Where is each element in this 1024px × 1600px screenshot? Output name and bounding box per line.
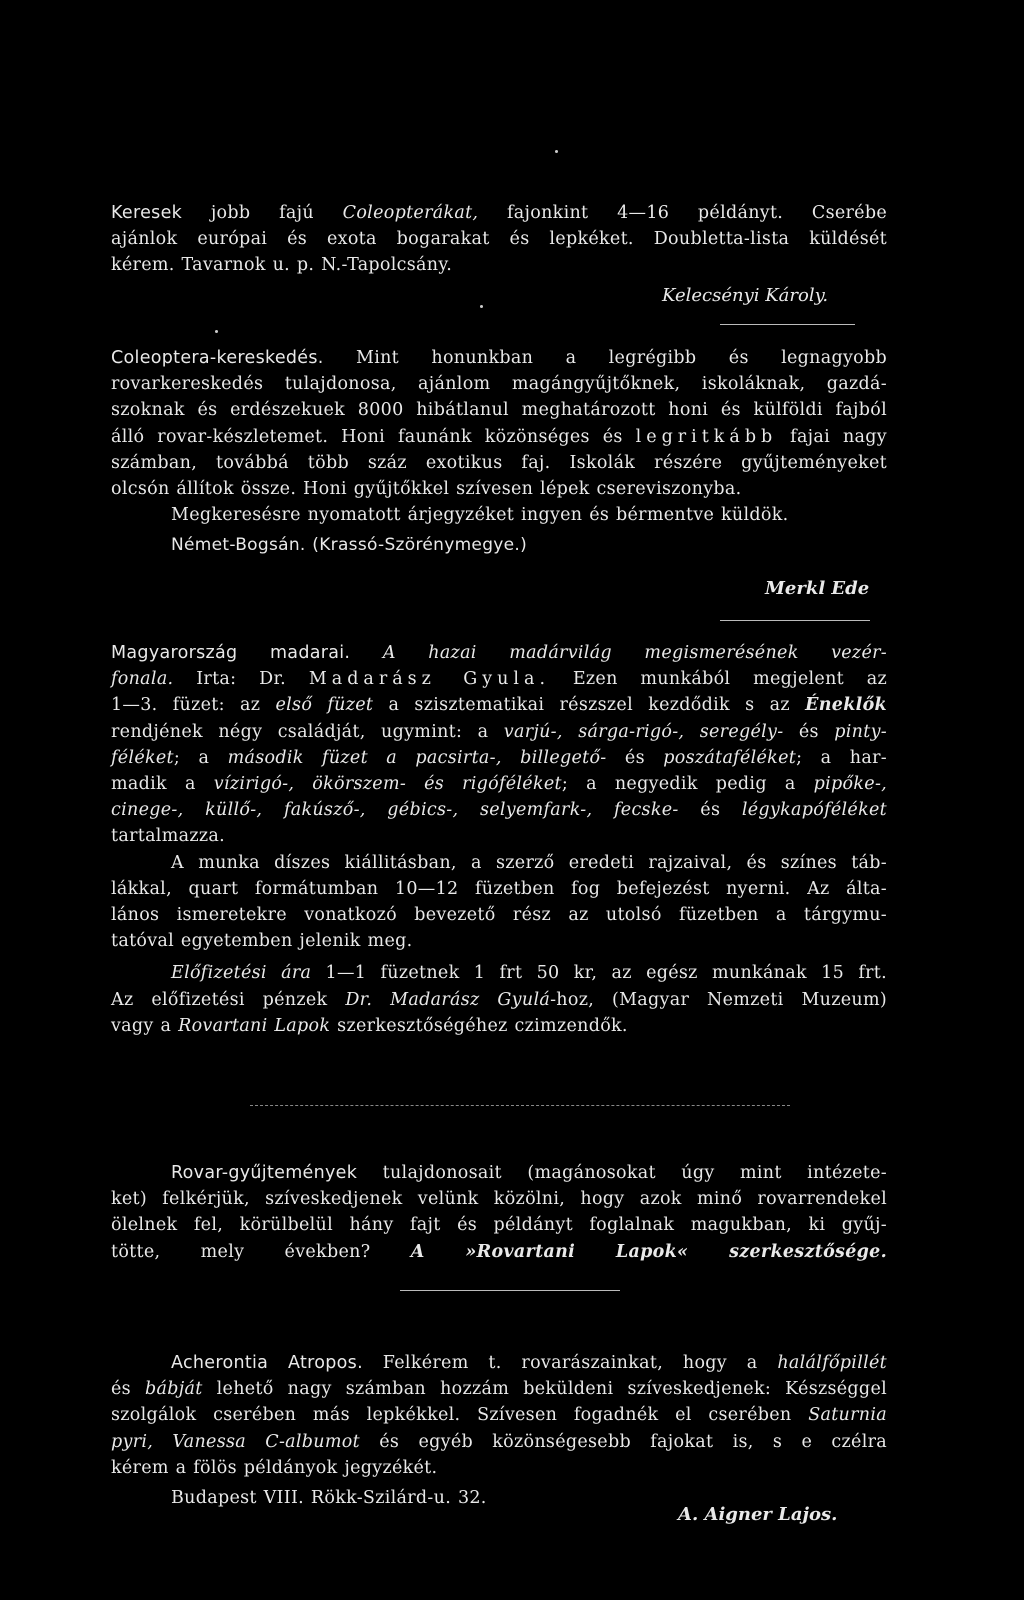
ad-lead: Magyarország madarai. xyxy=(111,643,351,663)
italic-text: cinege-, küllő-, fakúsző-, gébics-, selyemfark-, fecske- xyxy=(111,800,679,821)
ad-text-line: szoknak és erdészekuek 8000 hibátlanul meghatározott honi és külföldi fajból xyxy=(111,400,887,421)
text: és xyxy=(624,747,645,768)
ad-acherontia-atropos xyxy=(111,1350,887,1511)
ad-place: Német-Bogsán. (Krassó-Szörénymegye.) xyxy=(171,535,528,556)
ad-text-line xyxy=(111,797,887,823)
ad-text-line: ölelnek fel, körülbelül hány fajt és példányt foglalnak magukban, ki gyűj- xyxy=(111,1215,887,1236)
ad-text-line xyxy=(111,1239,887,1265)
italic-text: Éneklők xyxy=(805,695,887,716)
ad-text-line xyxy=(111,692,887,718)
print-speck xyxy=(215,330,218,333)
italic-text: bábját xyxy=(145,1379,203,1400)
italic-text: második füzet a pacsirta-, billegető- xyxy=(227,747,607,768)
text: ; a negyedik pedig a xyxy=(561,774,796,795)
ad-text xyxy=(111,200,887,226)
signature-aigner: A. Aigner Lajos. xyxy=(678,1504,838,1525)
text: Ezen munkából megjelent az xyxy=(572,669,887,690)
italic-text: pipőke-, xyxy=(813,774,888,795)
signature-kelecsenyi: Kelecsényi Károly. xyxy=(662,285,829,306)
italic-text: Saturnia xyxy=(808,1405,887,1426)
text: szerkesztőségéhez czimzendők. xyxy=(337,1015,628,1036)
italic-text: varjú-, sárga-rigó-, seregély- xyxy=(503,721,784,742)
ad-coleoptera-shop xyxy=(111,345,887,559)
text: Felkérem t. rovarászainkat, hogy a xyxy=(382,1353,758,1373)
ad-text-line: tartalmazza. xyxy=(111,826,225,847)
ad-text-line: számban, továbbá több száz exotikus faj. Iskolák részére gyűjteményeket xyxy=(111,452,887,473)
divider xyxy=(720,324,855,325)
ad-text-line: rovarkereskedés tulajdonosa, ajánlom magángyűjtőknek, iskoláknak, gazdá- xyxy=(111,374,887,395)
text: szolgálok cserében más lepkékkel. Szívesen fogadnék el cserében xyxy=(111,1405,792,1426)
text: a szisztematikai részszel kezdődik s az xyxy=(388,695,790,716)
text: és xyxy=(798,721,819,742)
text: 1—1 füzetnek 1 frt 50 kr, az egész munkának 15 frt. xyxy=(325,963,887,984)
text: lehető nagy számban hozzám beküldeni szíveskedjenek: Készséggel xyxy=(216,1379,887,1400)
italic-text: légykapóféléket xyxy=(741,800,887,821)
text: Mint honunkban a legrégibb és legnagyobb xyxy=(356,348,887,368)
divider xyxy=(250,1105,790,1107)
ad-text-line xyxy=(111,987,887,1013)
ad-text-line: kérem. Tavarnok u. p. N.-Tapolcsány. xyxy=(111,255,453,276)
italic-text: féléket xyxy=(111,747,174,768)
italic-text: pyri, Vanessa C-albumot xyxy=(111,1431,360,1452)
ad-birds-of-hungary xyxy=(111,640,887,1039)
text: fajonkint 4—16 példányt. Cserébe xyxy=(507,203,887,223)
ad-place: Budapest VIII. Rökk-Szilárd-u. 32. xyxy=(171,1488,487,1509)
ad-text-line xyxy=(111,1013,887,1039)
ad-text-line xyxy=(111,745,887,771)
italic-text: poszátaféléket xyxy=(663,747,797,768)
italic-text: Coleopterákat, xyxy=(342,203,479,223)
ad-text-line xyxy=(111,1350,887,1376)
ad-lead: Keresek xyxy=(111,203,183,223)
ad-text-line: ket) felkérjük, szíveskedjenek velünk közölni, hogy azok minő rovarrendekel xyxy=(111,1189,887,1210)
ad-text-line xyxy=(111,640,887,666)
italic-text: pinty- xyxy=(834,721,887,742)
ad-text-line xyxy=(111,1402,887,1428)
ad-lead: Rovar-gyűjtemények xyxy=(171,1163,358,1183)
text: és egyéb közönségesebb fajokat is, s e czélra xyxy=(379,1431,887,1452)
ad-text-line: lános ismeretekre vonatkozó bevezető rész az utolsó füzetben a tárgymu- xyxy=(111,905,887,926)
spaced-text: Madarász Gyula. xyxy=(308,669,551,690)
italic-text: első füzet xyxy=(275,695,374,716)
text: és xyxy=(111,1379,131,1400)
ad-text-line xyxy=(111,719,887,745)
ad-text-line xyxy=(111,424,887,450)
text: ; a xyxy=(173,747,210,768)
text: és xyxy=(700,800,721,821)
print-speck xyxy=(555,150,558,153)
divider xyxy=(720,620,870,621)
italic-text: Előfizetési ára xyxy=(171,963,312,984)
text: jobb fajú xyxy=(210,203,314,223)
italic-text: vízirigó-, ökörszem- és rigóféléket xyxy=(213,774,562,795)
ad-text-line xyxy=(111,1376,887,1402)
italic-text: fonala. xyxy=(111,669,174,690)
ad-text-line: tatóval egyetemben jelenik meg. xyxy=(111,931,413,952)
ad-text-line xyxy=(111,960,887,986)
ad-text-line: kérem a fölös példányok jegyzékét. xyxy=(111,1457,438,1478)
text: ; a har- xyxy=(796,747,887,768)
ad-text-line: ajánlok európai és exota bogarakat és lepkéket. Doubletta-lista küldését xyxy=(111,229,887,250)
ad-text xyxy=(111,345,887,371)
ad-lead: Acherontia Atropos. xyxy=(171,1353,363,1373)
ad-collection-survey xyxy=(111,1160,887,1265)
ad-text-line xyxy=(111,1429,887,1455)
ad-lead: Coleoptera-kereskedés. xyxy=(111,348,324,368)
print-speck xyxy=(480,305,483,308)
text: rendjének négy családját, ugymint: a xyxy=(111,721,489,742)
italic-text: halálfőpillét xyxy=(777,1353,887,1373)
ad-text-line: olcsón állítok össze. Honi gyűjtőkkel szívesen lépek csereviszonyba. xyxy=(111,479,742,500)
divider xyxy=(400,1290,620,1291)
text: 1—3. füzet: az xyxy=(111,695,261,716)
italic-text: Dr. Madarász Gyulá xyxy=(345,989,551,1010)
text: tulajdonosait (magánosokat úgy mint intézete- xyxy=(382,1163,887,1183)
text: fajai nagy xyxy=(790,426,887,447)
ad-text-line xyxy=(111,666,887,692)
text: tötte, mely években? xyxy=(111,1241,371,1262)
ad-text-line xyxy=(111,1160,887,1186)
text: -hoz, (Magyar Nemzeti Muzeum) xyxy=(550,989,888,1010)
text: madik a xyxy=(111,774,196,795)
ad-text-line xyxy=(111,771,887,797)
ad-text-line: A munka díszes kiállitásban, a szerző eredeti rajzaival, és színes táb- xyxy=(171,852,887,873)
italic-text: A hazai madárvilág megismerésének vezér- xyxy=(382,643,887,663)
text: Irta: Dr. xyxy=(196,669,287,690)
signature-merkl: Merkl Ede xyxy=(765,578,870,599)
text: vagy a xyxy=(111,1015,172,1036)
spaced-text: legritkább xyxy=(635,426,778,447)
ad-coleoptera-exchange xyxy=(111,200,887,279)
signature-editorial: A »Rovartani Lapok« szerkesztősége. xyxy=(410,1241,888,1262)
ad-text-line: lákkal, quart formátumban 10—12 füzetben fog befejezést nyerni. Az álta- xyxy=(111,878,887,899)
italic-text: Rovartani Lapok xyxy=(178,1015,331,1036)
text: álló rovar-készletemet. Honi faunánk közönséges és xyxy=(111,426,623,447)
text: Az előfizetési pénzek xyxy=(111,989,328,1010)
ad-text-line: Megkeresésre nyomatott árjegyzéket ingyen és bérmentve küldök. xyxy=(171,505,789,526)
